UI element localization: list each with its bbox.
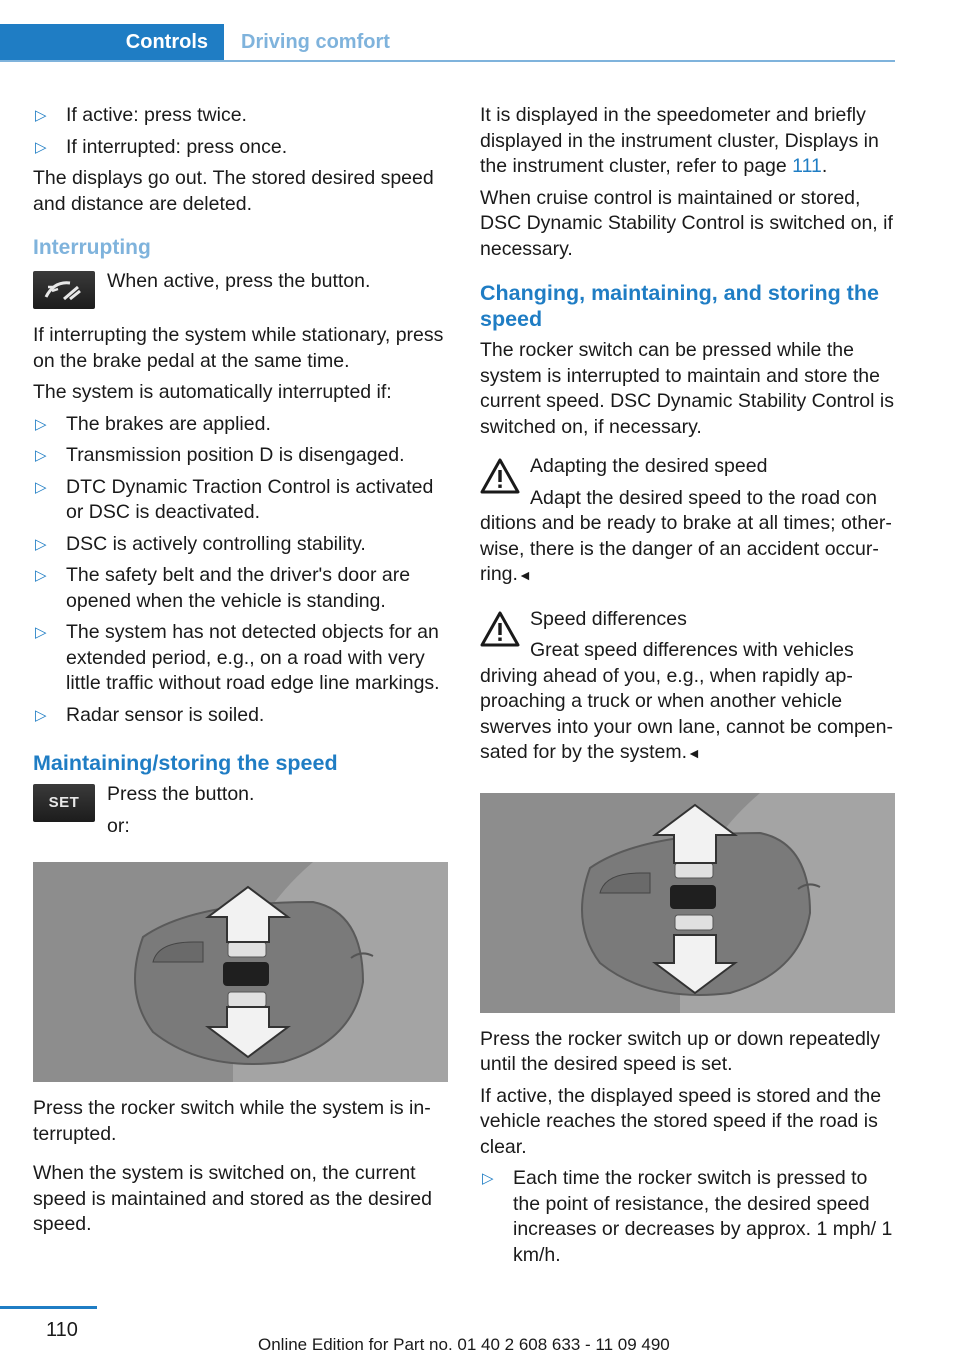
page-number: 110 xyxy=(46,1319,78,1341)
list-item-text: If active: press twice. xyxy=(66,104,247,126)
header-rule xyxy=(0,60,895,62)
list-item-text: Radar sensor is soiled. xyxy=(66,703,265,726)
warning-lead: Adapt the desired speed to the road con xyxy=(530,486,877,509)
list-item xyxy=(480,1166,895,1268)
interruption-list xyxy=(33,412,448,729)
warning-adapting-speed xyxy=(480,454,895,589)
steering-wheel-figure xyxy=(480,793,895,1013)
list-item-text: The brakes are applied. xyxy=(66,412,271,435)
tab-driving-comfort[interactable] xyxy=(224,24,390,62)
warning-lead: Great speed differences with vehicles xyxy=(530,639,854,661)
warning-title: Speed differences xyxy=(530,607,687,630)
list-item-text: The system has not detected objects for an extended period, e.g., on a road with very little traffic without road edge line markings. xyxy=(66,621,440,694)
end-mark: ◄ xyxy=(517,567,532,583)
set-instruction xyxy=(33,782,448,842)
page-reference-link[interactable]: 111 xyxy=(792,155,822,177)
set-button-label: SET xyxy=(48,794,80,812)
paragraph: When the system is switched on, the current speed is maintained and stored as the desired speed. xyxy=(33,1162,432,1235)
list-item-text: Each time the rocker switch is pressed to the point of resistance, the desired speed increases or decreases by approx. 1 mph/ 1 km/h. xyxy=(513,1167,893,1266)
list-item-text: If interrupted: press once. xyxy=(66,135,288,158)
bullet-triangle-icon: ▷ xyxy=(35,624,47,641)
paragraph: When cruise control is maintained or stored, DSC Dynamic Stability Control is switched on, if necessary. xyxy=(480,186,893,260)
tab-controls[interactable] xyxy=(0,24,224,62)
bullet-triangle-icon: ▷ xyxy=(482,1170,494,1187)
list-item xyxy=(33,412,448,438)
paragraph: If interrupting the system while stationary, press on the brake pedal at the same time. xyxy=(33,324,444,372)
steering-wheel-figure xyxy=(33,862,448,1082)
list-item xyxy=(33,443,448,469)
tab-controls-label: Controls xyxy=(125,31,208,54)
list-item-text: DTC Dynamic Traction Control is activated or DSC is deactivated. xyxy=(66,475,434,523)
bullet-triangle-icon: ▷ xyxy=(35,706,47,724)
set-button-icon xyxy=(33,784,95,822)
list-item xyxy=(33,563,448,614)
warning-body xyxy=(480,511,895,589)
bullet-triangle-icon: ▷ xyxy=(35,138,47,156)
paragraph: The rocker switch can be pressed while the system is interrupted to maintain and store the current speed. DSC Dynamic Stability Control is switched on, if necessary. xyxy=(480,339,894,438)
or-text: or: xyxy=(107,814,130,837)
warning-body xyxy=(480,664,895,767)
paragraph-text: . xyxy=(821,155,828,177)
bullet-triangle-icon: ▷ xyxy=(35,107,47,124)
list-item xyxy=(33,532,448,558)
bullet-triangle-icon: ▷ xyxy=(35,535,47,553)
paragraph-text: It is displayed in the speedometer and briefly displayed in the instrument cluster, Displays in the instrument cluster, refer to page xyxy=(480,104,879,177)
footer-rule xyxy=(0,1306,97,1309)
list-item xyxy=(33,475,448,526)
heading-changing: Changing, maintaining, and storing the speed xyxy=(480,281,879,331)
list-item xyxy=(33,703,448,729)
warning-speed-differences xyxy=(480,607,895,767)
paragraph: The displays go out. The stored desired speed and distance are deleted. xyxy=(33,167,434,215)
bullet-triangle-icon: ▷ xyxy=(35,447,47,464)
paragraph: If active, the displayed speed is stored and the vehicle reaches the stored speed if the road is clear. xyxy=(480,1084,882,1158)
warning-body-text: ditions and be ready to brake at all times; otherwise, there is the danger of an accident occurring. xyxy=(480,512,892,585)
list-item-text: The safety belt and the driver's door are opened when the vehicle is standing. xyxy=(66,564,411,612)
warning-body-text: driving ahead of you, e.g., when rapidly approaching a truck or when another vehicle swerves into your own lane, cannot be compensated for by the system. xyxy=(480,664,893,763)
list-item xyxy=(33,103,448,129)
bullet-triangle-icon: ▷ xyxy=(35,478,47,496)
end-mark: ◄ xyxy=(687,745,701,761)
bullet-triangle-icon: ▷ xyxy=(35,415,47,433)
paragraph xyxy=(480,103,895,180)
heading-maintaining: Maintaining/storing the speed xyxy=(33,751,338,775)
list-item xyxy=(33,135,448,161)
cruise-interrupt-button-icon xyxy=(33,271,95,309)
list-item-text: DSC is actively controlling stability. xyxy=(66,532,366,555)
bullet-triangle-icon: ▷ xyxy=(35,567,47,584)
list-item xyxy=(33,620,448,697)
warning-triangle-icon xyxy=(480,458,520,494)
list-item-text: Transmission position D is disengaged. xyxy=(66,444,405,466)
right-column xyxy=(480,103,895,1274)
paragraph: Press the rocker switch while the system is interrupted. xyxy=(33,1097,431,1145)
warning-triangle-icon xyxy=(480,611,520,647)
interrupt-text: When active, press the button. xyxy=(107,270,371,292)
edition-note: Online Edition for Part no. 01 40 2 608 633 - 11 09 490 xyxy=(258,1335,670,1354)
interrupt-instruction xyxy=(33,269,448,309)
paragraph: The system is automatically interrupted if: xyxy=(33,381,392,403)
paragraph: Press the rocker switch up or down repeatedly until the desired speed is set. xyxy=(480,1027,880,1075)
left-column xyxy=(33,103,448,1244)
warning-title: Adapting the desired speed xyxy=(530,455,768,477)
heading-interrupting: Interrupting xyxy=(33,236,151,259)
tab-driving-comfort-label: Driving comfort xyxy=(241,31,390,54)
press-button-text: Press the button. xyxy=(107,783,255,805)
